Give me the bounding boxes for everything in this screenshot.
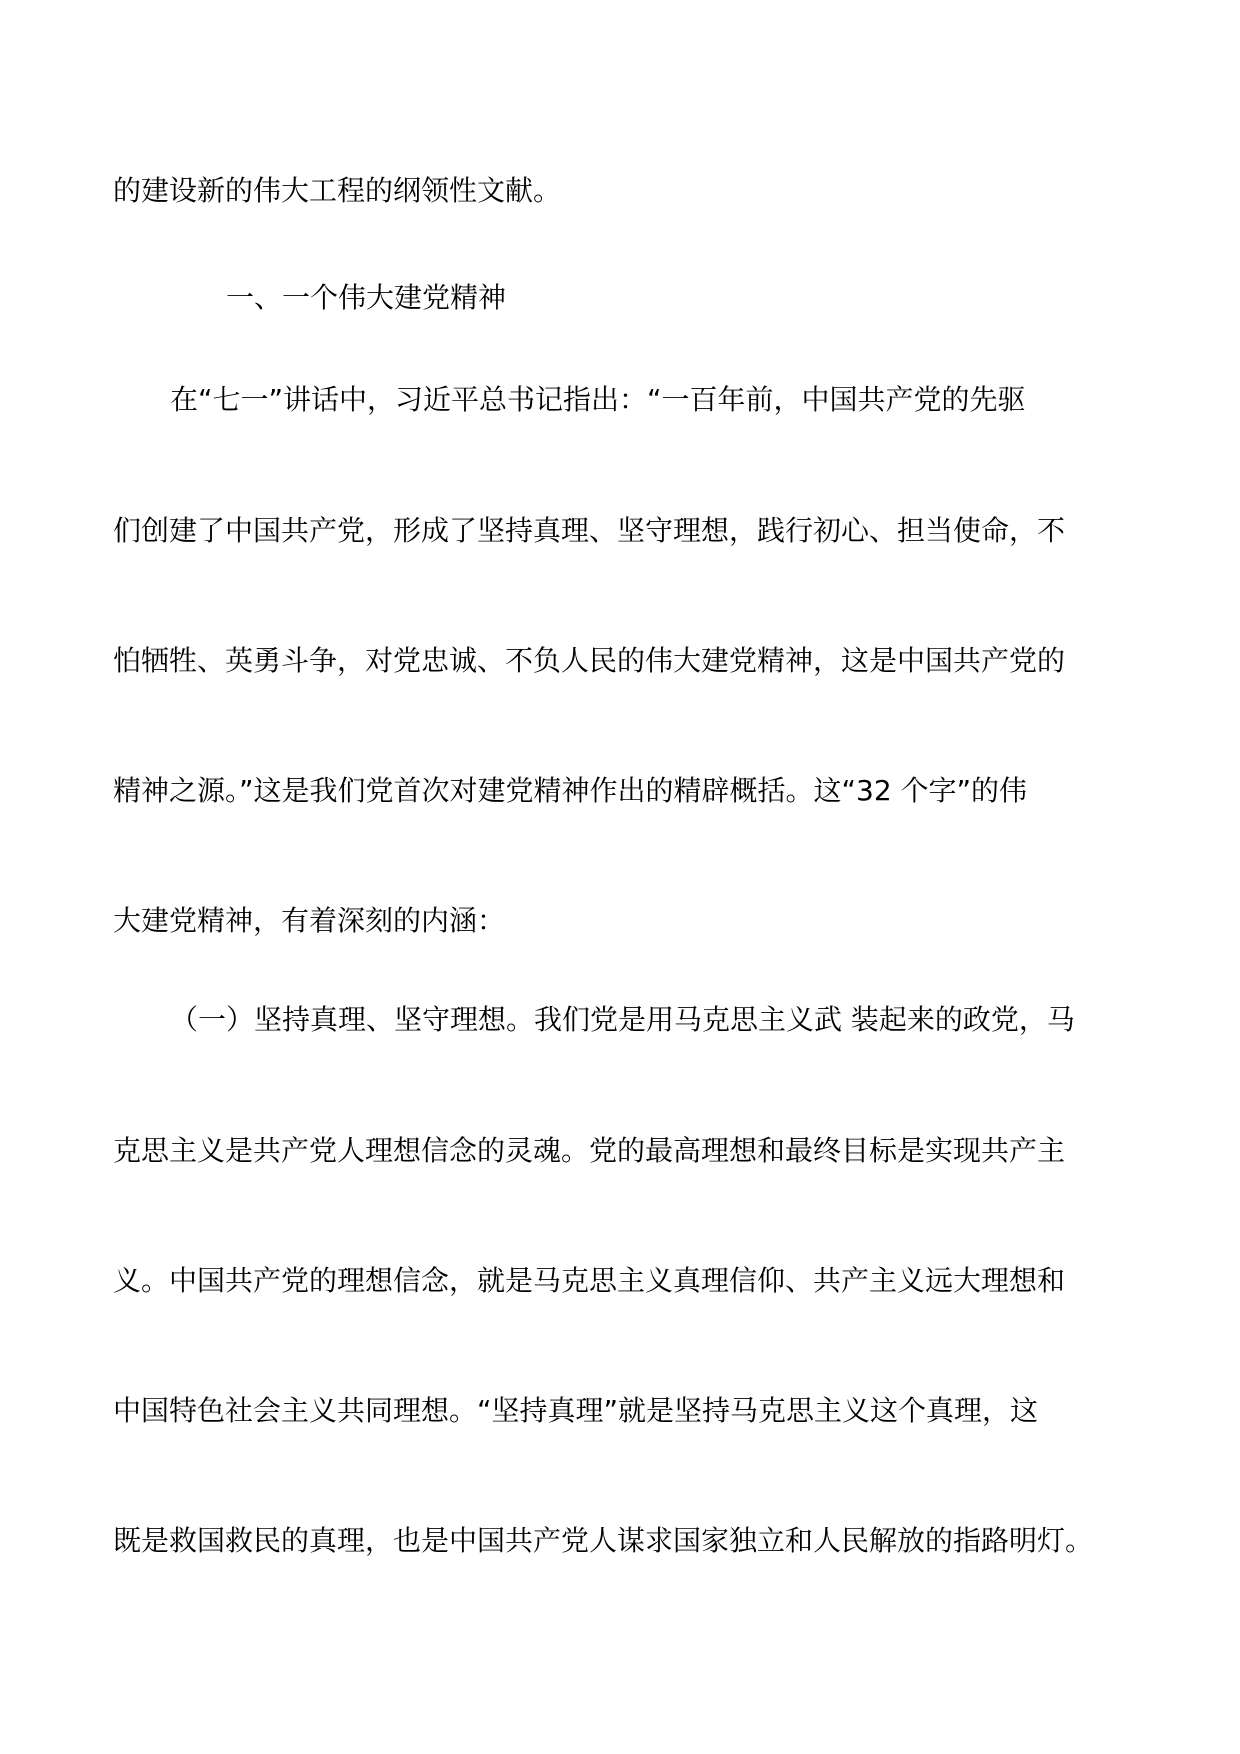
subsection-line: （一）坚持真理、坚守理想。我们党是用马克思主义武 装起来的政党，马 [170,1003,1075,1036]
paragraph-line: 怕牺牲、英勇斗争，对党忠诚、不负人民的伟大建党精神，这是中国共产党的 [113,644,1066,677]
paragraph-line: 在“七一”讲话中，习近平总书记指出：“一百年前，中国共产党的先驱 [170,383,1026,416]
paragraph-line: 大建党精神，有着深刻的内涵： [113,904,506,937]
paragraph-line: 中国特色社会主义共同理想。“坚持真理”就是坚持马克思主义这个真理，这 [113,1394,1039,1427]
paragraph-line: 既是救国救民的真理，也是中国共产党人谋求国家独立和人民解放的指路明灯。 [113,1524,1094,1557]
paragraph-line: 克思主义是共产党人理想信念的灵魂。党的最高理想和最终目标是实现共产主 [113,1134,1066,1167]
section-heading: 一、一个伟大建党精神 [226,281,507,314]
paragraph-line: 精神之源。”这是我们党首次对建党精神作出的精辟概括。这“32 个字”的伟 [113,774,1028,807]
paragraph-line: 义。中国共产党的理想信念，就是马克思主义真理信仰、共产主义远大理想和 [113,1264,1066,1297]
paragraph-line: 的建设新的伟大工程的纲领性文献。 [113,174,562,207]
paragraph-line: 们创建了中国共产党，形成了坚持真理、坚守理想，践行初心、担当使命，不 [113,514,1066,547]
